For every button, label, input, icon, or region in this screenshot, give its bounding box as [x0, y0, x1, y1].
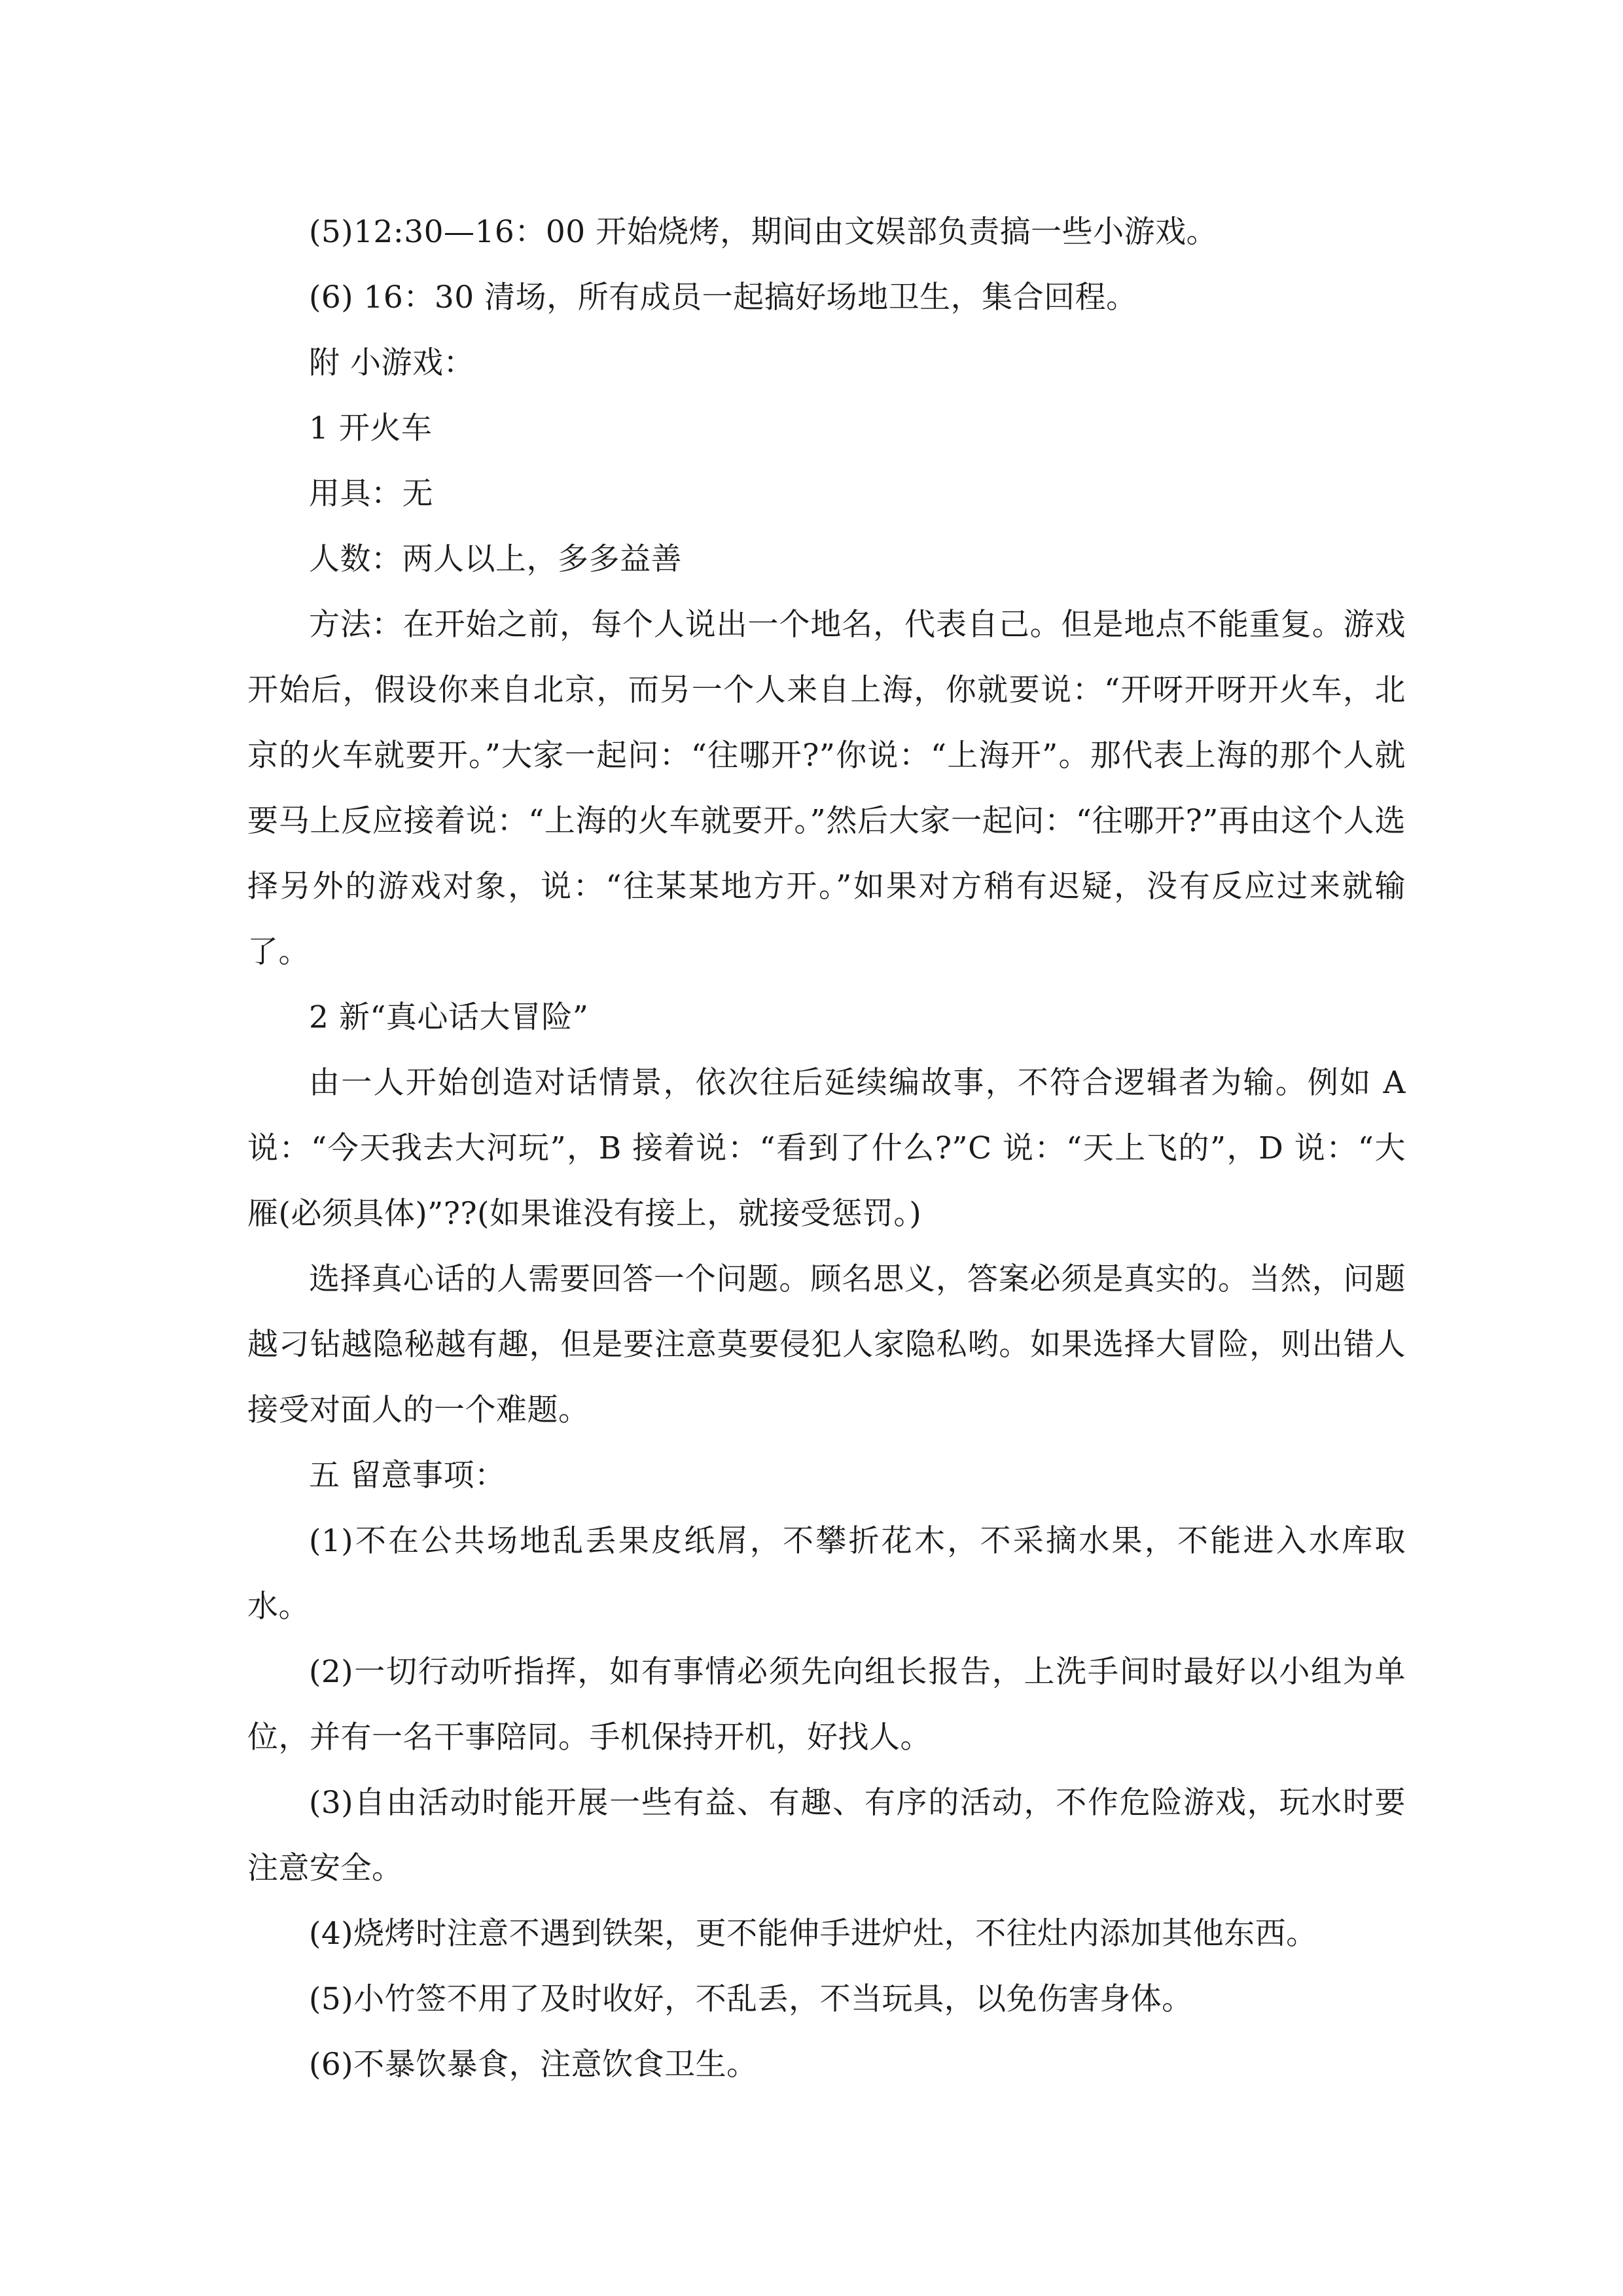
appendix-heading: 附 小游戏： [309, 345, 474, 381]
schedule-item-5: (5)12:30—16：00 开始烧烤，期间由文娱部负责搞一些小游戏。 [309, 214, 1218, 250]
document-body [247, 200, 1406, 2098]
note-item-4: (4)烧烤时注意不遇到铁架，更不能伸手进炉灶，不往灶内添加其他东西。 [309, 1916, 1317, 1952]
game-1-method: 方法：在开始之前，每个人说出一个地名，代表自己。但是地点不能重复。游戏开始后，假设你来自北京，而另一个人来自上海，你就要说：“开呀开呀开火车，北京的火车就要开。”大家一起问：“往哪开?”你说：“上海开”。那代表上海的那个人就要马上反应接着说：“上海的火车就要开。”然后大家一起问：“往哪开?”再由这个人选择另外的游戏对象，说：“往某某地方开。”如果对方稍有迟疑，没有反应过来就输了。 [247, 607, 1406, 970]
game-2-description: 由一人开始创造对话情景，依次往后延续编故事，不符合逻辑者为输。例如 A 说：“今天我去大河玩”，B 接着说：“看到了什么?”C 说：“天上飞的”，D 说：“大雁(必须具体)”??(如果谁没有接上，就接受惩罚。) [247, 1065, 1406, 1232]
notes-heading: 五 留意事项： [309, 1458, 506, 1494]
game-2-rules: 选择真心话的人需要回答一个问题。顾名思义，答案必须是真实的。当然，问题越刁钻越隐秘越有趣，但是要注意莫要侵犯人家隐私哟。如果选择大冒险，则出错人接受对面人的一个难题。 [247, 1261, 1406, 1428]
note-item-1: (1)不在公共场地乱丢果皮纸屑，不攀折花木，不采摘水果，不能进入水库取水。 [247, 1523, 1406, 1624]
schedule-item-6: (6) 16：30 清场，所有成员一起搞好场地卫生，集合回程。 [309, 279, 1137, 315]
note-item-2: (2)一切行动听指挥，如有事情必须先向组长报告，上洗手间时最好以小组为单位，并有一名干事陪同。手机保持开机，好找人。 [247, 1654, 1406, 1755]
note-item-6: (6)不暴饮暴食，注意饮食卫生。 [309, 2047, 758, 2083]
game-1-equipment: 用具：无 [309, 476, 433, 512]
game-2-title: 2 新“真心话大冒险” [309, 999, 589, 1035]
game-1-players: 人数：两人以上，多多益善 [309, 541, 682, 577]
game-1-title: 1 开火车 [309, 410, 433, 446]
note-item-3: (3)自由活动时能开展一些有益、有趣、有序的活动，不作危险游戏，玩水时要注意安全。 [247, 1785, 1406, 1886]
note-item-5: (5)小竹签不用了及时收好，不乱丢，不当玩具，以免伤害身体。 [309, 1981, 1193, 2017]
